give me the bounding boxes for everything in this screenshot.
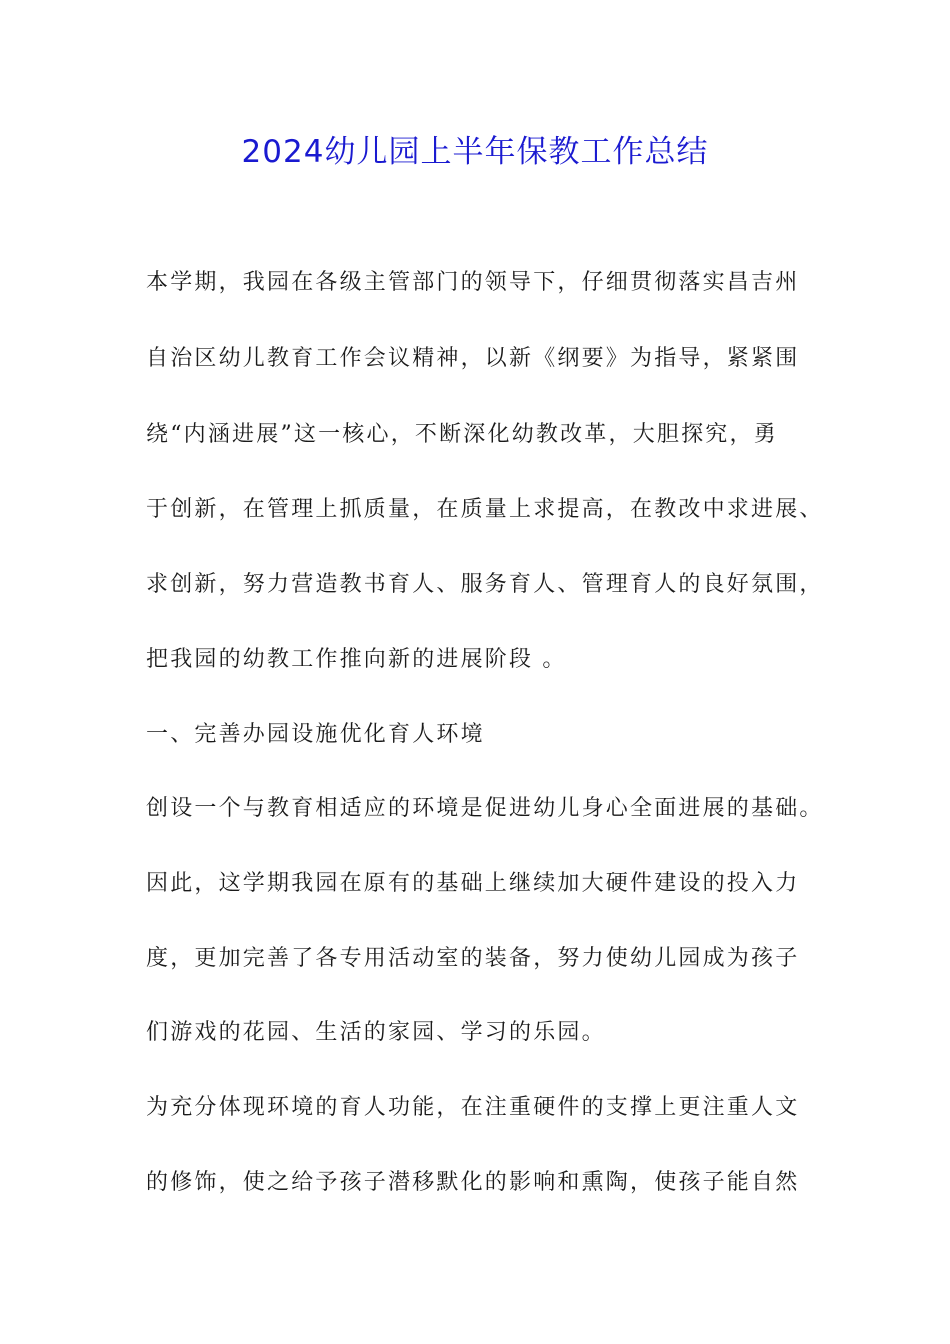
paragraph-line: 把我园的幼教工作推向新的进展阶段 。 <box>146 647 567 672</box>
section-heading: 一、完善办园设施优化育人环境 <box>146 722 485 747</box>
paragraph-line: 因此，这学期我园在原有的基础上继续加大硬件建设的投入力 <box>146 871 800 896</box>
paragraph-line: 为充分体现环境的育人功能，在注重硬件的支撑上更注重人文 <box>146 1095 800 1120</box>
paragraph-line: 度，更加完善了各专用活动室的装备，努力使幼儿园成为孩子 <box>146 946 800 971</box>
paragraph-line: 自治区幼儿教育工作会议精神，以新《纲要》为指导，紧紧围 <box>146 346 800 371</box>
paragraph-line: 的修饰，使之给予孩子潜移默化的影响和熏陶，使孩子能自然 <box>146 1170 800 1195</box>
paragraph-line: 创设一个与教育相适应的环境是促进幼儿身心全面进展的基础。 <box>146 796 824 821</box>
document-title: 2024幼儿园上半年保教工作总结 <box>241 134 709 170</box>
paragraph-line: 求创新，努力营造教书育人、服务育人、管理育人的良好氛围， <box>146 572 824 597</box>
paragraph-line: 于创新，在管理上抓质量，在质量上求提高，在教改中求进展、 <box>146 497 824 522</box>
paragraph-line: 们游戏的花园、生活的家园、学习的乐园。 <box>146 1020 606 1045</box>
paragraph-line: 本学期，我园在各级主管部门的领导下，仔细贯彻落实昌吉州 <box>146 270 800 295</box>
paragraph-line: 绕“内涵进展”这一核心，不断深化幼教改革，大胆探究，勇 <box>146 422 778 447</box>
